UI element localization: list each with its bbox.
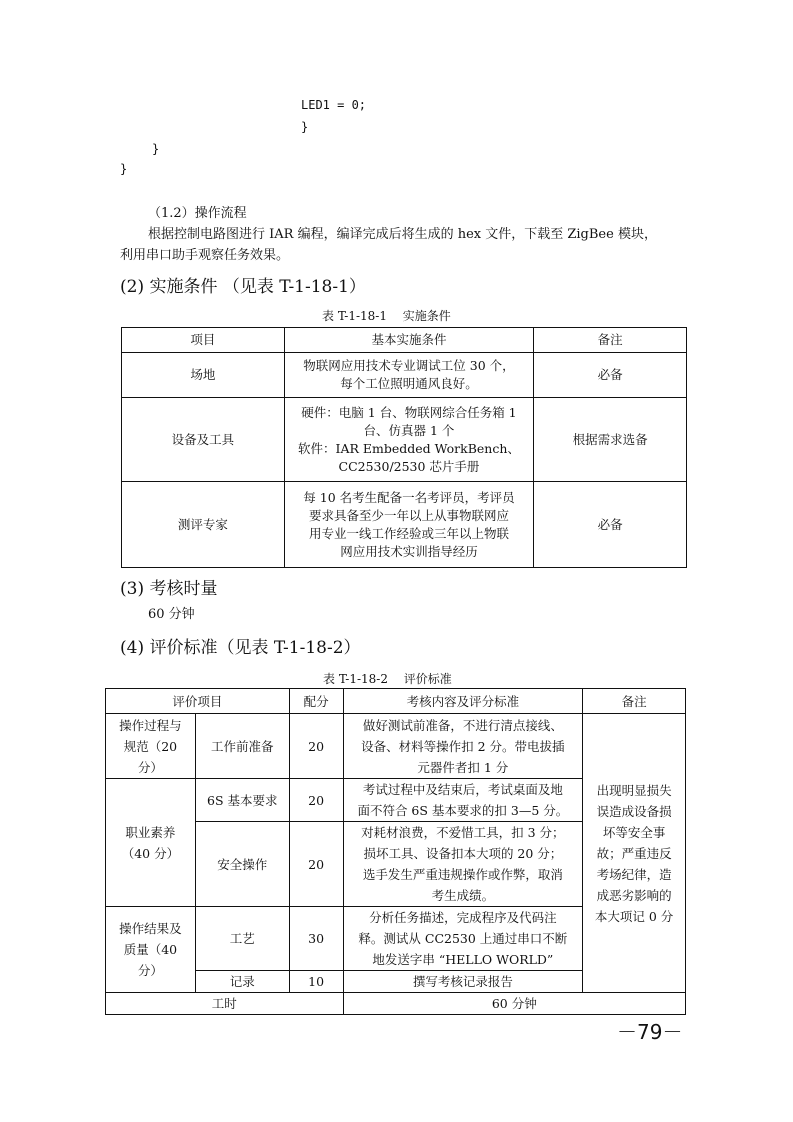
paragraph-line: 根据控制电路图进行 IAR 编程，编译完成后将生成的 hex 文件，下载至 ZigBee 模块， — [148, 227, 657, 242]
footer-label-cell: 工时 — [106, 993, 344, 1015]
cell-line: 地发送字串 “HELLO WORLD” — [372, 952, 554, 967]
cell-line: 网应用技术实训指导经历 — [340, 543, 478, 559]
condition-cell — [284, 353, 534, 398]
cell-line: 损坏工具、设备扣本大项的 20 分； — [363, 846, 563, 861]
code-line: LED1 = 0; — [301, 98, 367, 112]
cell-line: CC2530/2530 芯片手册 — [338, 458, 480, 474]
code-line: } — [120, 162, 128, 176]
cell-line: 面不符合 6S 基本要求的扣 3—5 分。 — [357, 803, 569, 818]
header-cell: 备注 — [583, 689, 686, 714]
header-cell: 配分 — [289, 689, 343, 714]
cell-line: 物联网应用技术专业调试工位 30 个， — [303, 358, 515, 373]
cell-line: 做好测试前准备，不进行清点接线、 — [362, 717, 563, 733]
content-cell — [343, 907, 583, 971]
score-cell: 10 — [289, 971, 343, 993]
cell-line: 选手发生严重违规操作或作弊，取消 — [362, 867, 563, 882]
code-line: } — [301, 120, 309, 134]
table-row — [122, 482, 687, 568]
cell-line: 规范（20 — [123, 738, 178, 754]
condition-cell — [284, 482, 534, 568]
content-cell — [343, 779, 583, 822]
cell-line: 本大项记 0 分 — [594, 908, 674, 924]
footer-value-cell: 60 分钟 — [343, 993, 685, 1015]
table-header-row — [122, 328, 687, 353]
header-cell: 评价项目 — [106, 689, 290, 714]
section-heading: (2) 实施条件 （见表 T-1-18-1） — [120, 277, 366, 297]
sub-item-cell: 工作前准备 — [195, 714, 289, 779]
item-cell: 场地 — [122, 353, 285, 398]
cell-line: 用专业一线工作经验或三年以上物联 — [308, 525, 509, 541]
code-line: } — [152, 142, 160, 156]
sub-item-cell: 6S 基本要求 — [195, 779, 289, 822]
note-cell: 根据需求选备 — [534, 398, 687, 482]
content-cell — [343, 714, 583, 779]
header-cell: 备注 — [534, 328, 687, 353]
cell-line: 考场纪律，造 — [596, 866, 672, 882]
cell-line: 考生成绩。 — [431, 888, 495, 903]
table-row — [122, 398, 687, 482]
cell-line: 分） — [137, 759, 163, 775]
cell-line: 操作结果及 — [119, 921, 182, 936]
header-cell: 项目 — [122, 328, 285, 353]
item-cell: 测评专家 — [122, 482, 285, 568]
content-cell: 撰写考核记录报告 — [343, 971, 583, 993]
sub-item-cell: 安全操作 — [195, 822, 289, 907]
evaluation-standard-table — [105, 688, 686, 1015]
duration-text: 60 分钟 — [148, 607, 195, 622]
cell-line: 考试过程中及结束后，考试桌面及地 — [362, 782, 563, 797]
section-heading: (4) 评价标准（见表 T-1-18-2） — [120, 638, 361, 658]
condition-cell — [284, 398, 534, 482]
section-heading: (3) 考核时量 — [120, 579, 218, 599]
cell-line: 出现明显损失 — [596, 782, 672, 798]
header-cell: 基本实施条件 — [284, 328, 534, 353]
page-number: －79－ — [617, 1020, 683, 1044]
sub-item-cell: 工艺 — [195, 907, 289, 971]
cell-line: 故；严重违反 — [596, 845, 672, 861]
header-cell: 考核内容及评分标准 — [343, 689, 583, 714]
table-row — [122, 353, 687, 398]
subsection-title: （1.2）操作流程 — [148, 206, 247, 221]
implementation-conditions-table — [121, 327, 687, 568]
cell-line: 对耗材浪费，不爱惜工具，扣 3 分； — [361, 825, 565, 840]
cell-line: 台、仿真器 1 个 — [363, 422, 455, 438]
group-cell — [106, 779, 196, 907]
table-caption: 表 T-1-18-1 实施条件 — [322, 309, 451, 323]
table-row — [106, 714, 686, 779]
content-cell — [343, 822, 583, 907]
score-cell: 30 — [289, 907, 343, 971]
score-cell: 20 — [289, 822, 343, 907]
cell-line: 质量（40 — [123, 942, 178, 957]
cell-line: 要求具备至少一年以上从事物联网应 — [308, 507, 509, 523]
cell-line: 硬件：电脑 1 台、物联网综合任务箱 1 — [301, 404, 517, 420]
score-cell: 20 — [289, 714, 343, 779]
cell-line: 分） — [137, 963, 163, 978]
table-caption: 表 T-1-18-2 评价标准 — [323, 672, 452, 686]
note-cell: 必备 — [534, 353, 687, 398]
cell-line: （40 分） — [121, 845, 180, 861]
group-cell — [106, 907, 196, 993]
cell-line: 软件：IAR Embedded WorkBench、 — [298, 440, 520, 456]
note-cell: 必备 — [534, 482, 687, 568]
cell-line: 成恶劣影响的 — [596, 887, 672, 903]
paragraph-line: 利用串口助手观察任务效果。 — [120, 248, 290, 263]
cell-line: 职业素养 — [125, 824, 176, 840]
cell-line: 操作过程与 — [119, 717, 182, 733]
cell-line: 分析任务描述，完成程序及代码注 — [369, 910, 557, 925]
cell-line: 设备、材料等操作扣 2 分。带电拔插 — [361, 738, 565, 754]
score-cell: 20 — [289, 779, 343, 822]
cell-line: 误造成设备损 — [596, 803, 672, 819]
group-cell — [106, 714, 196, 779]
cell-line: 每个工位照明通风良好。 — [340, 376, 478, 391]
table-footer-row — [106, 993, 686, 1015]
note-cell — [583, 714, 686, 993]
cell-line: 每 10 名考生配备一名考评员，考评员 — [303, 489, 515, 505]
table-header-row — [106, 689, 686, 714]
cell-line: 释。测试从 CC2530 上通过串口不断 — [358, 931, 568, 946]
cell-line: 坏等安全事 — [602, 824, 666, 840]
item-cell: 设备及工具 — [122, 398, 285, 482]
sub-item-cell: 记录 — [195, 971, 289, 993]
cell-line: 元器件者扣 1 分 — [417, 759, 509, 775]
